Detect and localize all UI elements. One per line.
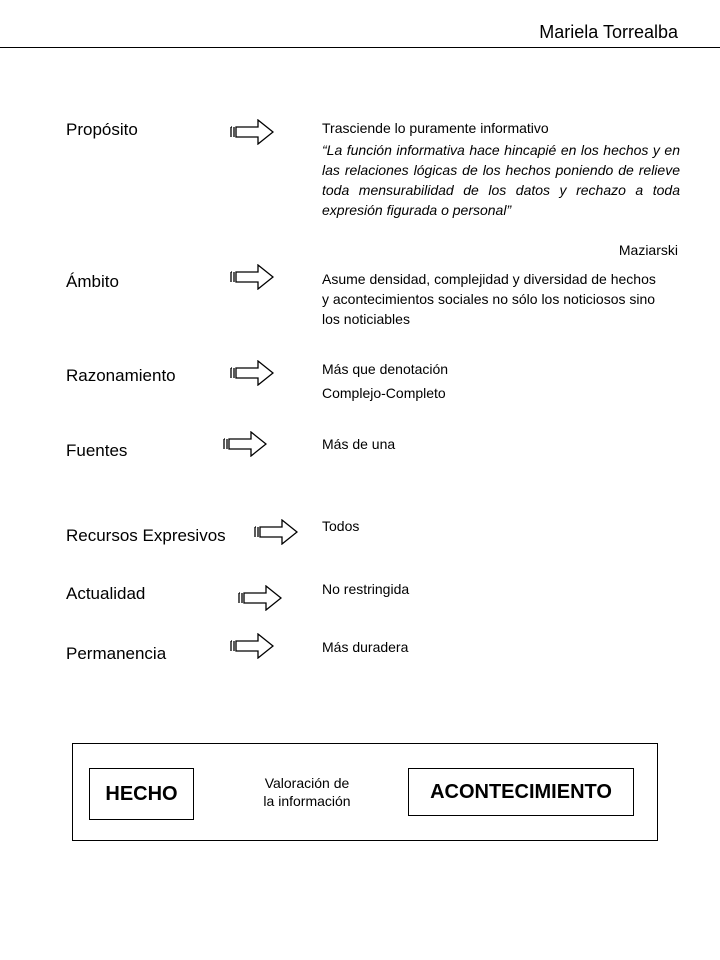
- proposito-text: Trasciende lo puramente informativo: [322, 120, 549, 136]
- ambito-text: Asume densidad, complejidad y diversidad de hechos y acontecimientos sociales no sólo los noticiosos sino los noticiables: [322, 271, 656, 327]
- right-arrow-icon: [223, 431, 267, 457]
- proposito-quote: “La función informativa hace hincapié en los hechos y en las relaciones lógicas de los hechos poniendo de relieve toda mensurabilidad de los datos y rechazo a toda expresión figurada o personal”: [322, 142, 680, 218]
- razonamiento-line1: Más que denotación: [322, 361, 449, 377]
- valoracion-line2: la información: [263, 793, 351, 809]
- label-actualidad: Actualidad: [66, 584, 146, 603]
- permanencia-text: Más duradera: [322, 639, 409, 655]
- label-razonamiento: Razonamiento: [66, 366, 176, 385]
- right-arrow-icon: [230, 264, 274, 290]
- author-name: Mariela Torrealba: [539, 22, 678, 42]
- valoracion-label: [248, 774, 366, 810]
- valoracion-line1: Valoración de: [264, 775, 350, 791]
- fuentes-text: Más de una: [322, 436, 396, 452]
- right-arrow-icon: [230, 119, 274, 145]
- right-arrow-icon: [254, 519, 298, 545]
- hecho-box: HECHO: [89, 768, 194, 820]
- actualidad-text: No restringida: [322, 581, 410, 597]
- quote-author: Maziarski: [618, 242, 678, 258]
- header-rule: [0, 47, 720, 48]
- acontecimiento-box: ACONTECIMIENTO: [408, 768, 634, 816]
- recursos-text: Todos: [322, 518, 360, 534]
- label-proposito: Propósito: [66, 120, 138, 139]
- label-fuentes: Fuentes: [66, 441, 128, 460]
- razonamiento-line2: Complejo-Completo: [322, 385, 446, 401]
- right-arrow-icon: [230, 360, 274, 386]
- label-ambito: Ámbito: [66, 272, 119, 291]
- label-permanencia: Permanencia: [66, 644, 167, 663]
- right-arrow-icon: [230, 633, 274, 659]
- right-arrow-icon: [238, 585, 282, 611]
- label-recursos: Recursos Expresivos: [66, 526, 226, 545]
